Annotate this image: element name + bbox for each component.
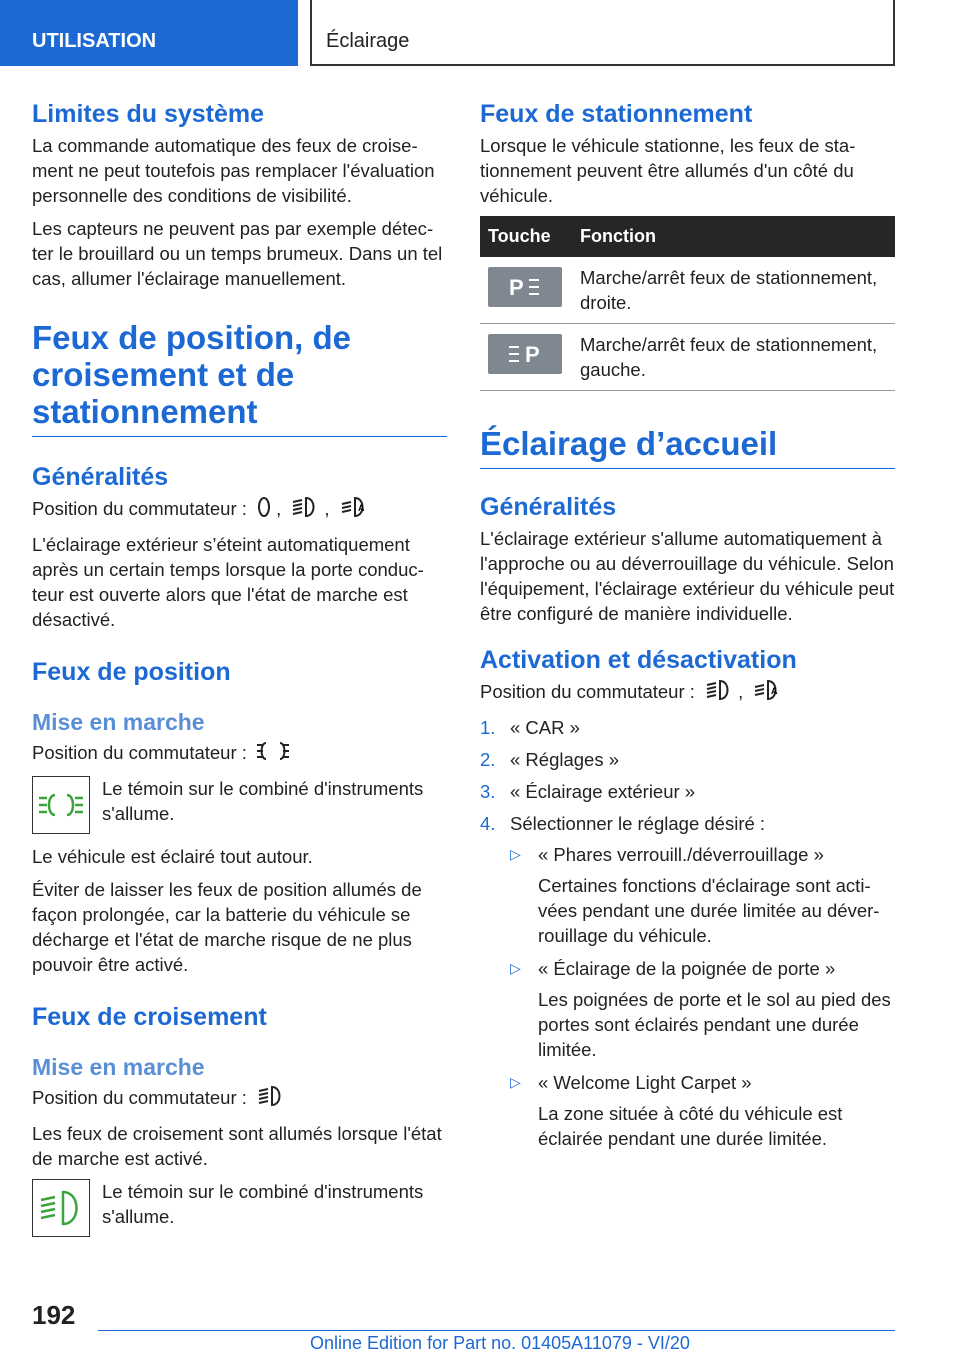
option-item: ▷ « Éclairage de la poignée de porte » Les poignées de porte et le sol au pied des portes sont éclairés pendant une durée limitée.	[510, 958, 891, 1061]
main-title: Feux de position, de croisement et de stationnement	[32, 319, 447, 437]
switch-position-line	[32, 1085, 447, 1113]
heading-feux-croisement: Feux de croisement	[32, 1003, 267, 1032]
keys-table	[480, 216, 895, 391]
heading-limites: Limites du système	[32, 100, 265, 128]
parking-light-right-icon	[488, 267, 562, 307]
table-row	[480, 257, 895, 324]
list-item: 2. « Réglages »	[480, 749, 620, 771]
switch-position-line: Position du commutateur : , A	[480, 679, 895, 707]
paragraph: Les feux de croisement sont allumés lorsque l'état de marche est activé.	[32, 1123, 442, 1170]
header-section: UTILISATION	[0, 0, 298, 66]
table-cell: Marche/arrêt feux de stationnement, gauche.	[572, 324, 895, 391]
switch-position-line: Position du commutateur : , , A	[32, 496, 447, 524]
table-header-touche: Touche	[480, 216, 572, 257]
switch-label: Position du commutateur :	[32, 742, 247, 764]
svg-text:P: P	[525, 342, 540, 367]
table-header-row	[480, 216, 895, 257]
right-column	[480, 100, 895, 1159]
heading-feux-position: Feux de position	[32, 658, 231, 687]
header-topic: Éclairage	[310, 0, 895, 66]
option-item: ▷ « Welcome Light Carpet » La zone située à côté du véhicule est éclairée pendant une durée limitée.	[510, 1072, 843, 1150]
switch-label: Position du commutateur :	[32, 1087, 247, 1109]
triangle-bullet-icon: ▷	[510, 846, 521, 863]
low-beam-indicator-icon	[32, 1179, 90, 1237]
position-light-icon	[256, 740, 290, 768]
triangle-bullet-icon: ▷	[510, 1074, 521, 1091]
footer-edition: Online Edition for Part no. 01405A11079 - VI/20	[310, 1333, 690, 1353]
heading-generalites: Généralités	[32, 463, 169, 491]
steps-list	[480, 715, 895, 1151]
low-beam-icon	[256, 1085, 286, 1113]
table-cell: Marche/arrêt feux de stationnement, droite.	[572, 257, 895, 324]
paragraph: Les capteurs ne peuvent pas par exemple détecter le brouillard ou un temps brumeux. Dans un tel cas, allumer l'éclairage manuellement.	[32, 218, 443, 289]
svg-text:P: P	[509, 275, 524, 300]
heading-activation: Activation et désactivation	[480, 646, 797, 674]
table-header-fonction: Fonction	[572, 216, 895, 257]
svg-text:A: A	[771, 686, 778, 697]
paragraph: L'éclairage extérieur s’éteint automatiquement après un certain temps lorsque la porte conducteur est ouverte alors que l'état de marche est désactivé.	[32, 534, 424, 631]
paragraph: Le véhicule est éclairé tout autour.	[32, 846, 313, 868]
page-number: 192	[32, 1300, 76, 1330]
list-item: 1. « CAR »	[480, 717, 580, 739]
paragraph: Éviter de laisser les feux de position allumés de façon prolongée, car la batterie du véhicule se décharge et l'état de marche risque de ne plus pouvoir être activé.	[32, 879, 422, 976]
paragraph: L'éclairage extérieur s'allume automatiquement à l'approche ou au déverrouillage du véhicule. Selon l'équipement, l'éclairage extérieur du véhicule peut être configuré de manière individuelle.	[480, 528, 895, 624]
footer-divider	[98, 1330, 895, 1331]
paragraph: Lorsque le véhicule stationne, les feux de stationnement peuvent être allumés d'un côté du véhicule.	[480, 135, 856, 206]
list-item: 4. Sélectionner le réglage désiré : ▷ « Phares verrouill./déverrouillage » Certaines fonctions d'éclairage sont activées pendant une durée limitée au déverrouillage du véhicule. ▷ « Éclairage de la poignée de porte » Les poignées de porte et le sol au pied des portes sont éclairés pendant une durée limitée. ▷ « Welcome Light Carpet » La zone située à côté du véhicule est éclairée pendant une durée limitée.	[480, 811, 895, 1151]
triangle-bullet-icon: ▷	[510, 960, 521, 977]
switch-off-icon	[256, 496, 272, 524]
heading-generalites: Généralités	[480, 493, 617, 521]
list-item: 3. « Éclairage extérieur »	[480, 781, 696, 803]
table-row	[480, 324, 895, 391]
switch-label: Position du commutateur :	[32, 498, 247, 519]
paragraph: La commande automatique des feux de croisement ne peut toutefois pas remplacer l'évaluation personnelle des conditions de visibilité.	[32, 135, 435, 206]
indicator-notice	[32, 776, 447, 834]
option-item: ▷ « Phares verrouill./déverrouillage » Certaines fonctions d'éclairage sont activées pendant une durée limitée au déverrouillage du véhicule.	[510, 844, 880, 947]
auto-light-icon	[752, 679, 782, 707]
low-beam-icon	[704, 679, 734, 707]
left-column	[32, 100, 447, 1247]
parking-light-left-icon	[488, 334, 562, 374]
indicator-notice	[32, 1179, 447, 1237]
auto-light-icon	[339, 496, 369, 524]
subheading-mise-en-marche: Mise en marche	[32, 1054, 205, 1081]
heading-stationnement: Feux de stationnement	[480, 100, 753, 128]
position-indicator-icon	[32, 776, 90, 834]
indicator-text: Le témoin sur le combiné d'instruments s'allume.	[102, 778, 424, 825]
indicator-text: Le témoin sur le combiné d'instruments s'allume.	[102, 1181, 424, 1228]
subheading-mise-en-marche: Mise en marche	[32, 709, 205, 736]
options-list	[510, 842, 895, 1151]
switch-label: Position du commutateur :	[480, 681, 695, 702]
accueil-title: Éclairage d’accueil	[480, 425, 895, 469]
svg-text:A: A	[357, 503, 365, 514]
switch-position-line	[32, 740, 447, 768]
low-beam-icon	[290, 496, 320, 524]
